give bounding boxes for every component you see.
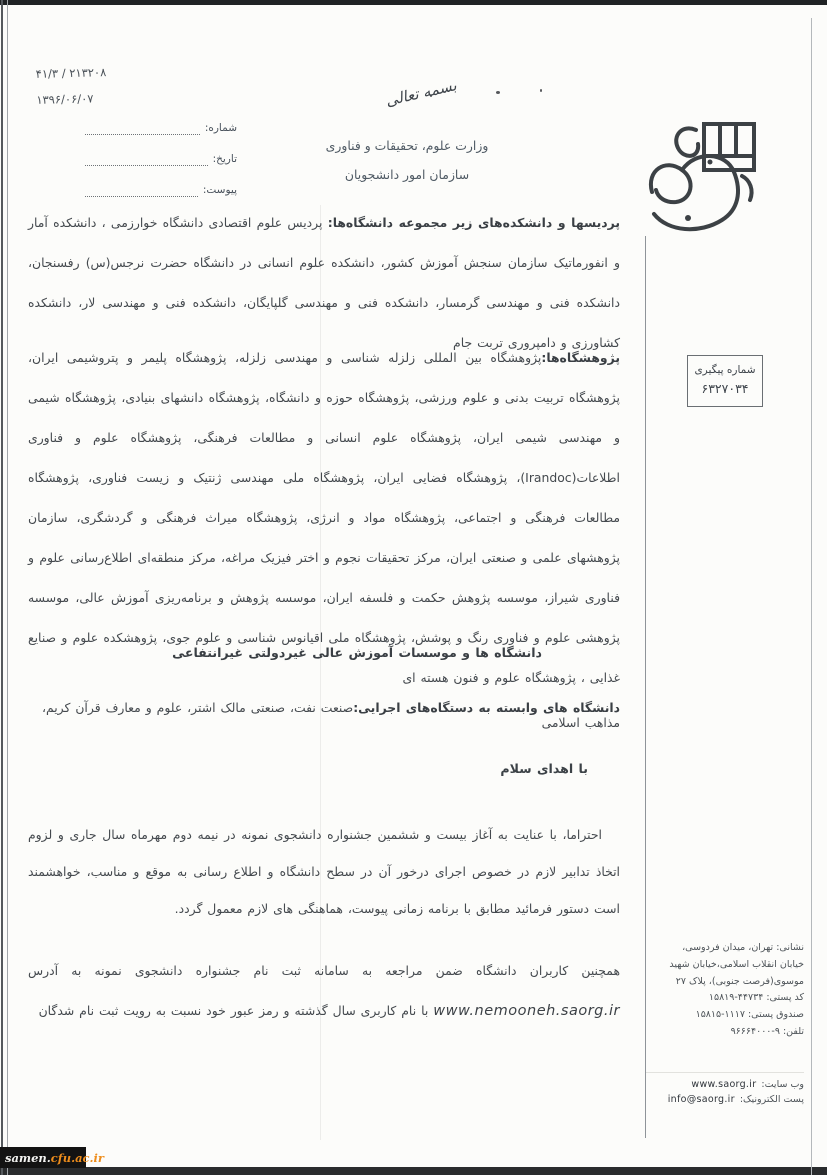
phone-value: ۹۶۶۶۴۰۰۰-۹ [730,1025,780,1037]
paragraph-affiliated-universities [28,700,620,730]
address-line-3: موسوی(فرصت جنوبی)، پلاک ۲۷ [675,975,804,987]
paragraph-research-label: پژوهشگاه‌ها: [541,350,620,365]
salutation: با اهدای سلام [500,761,588,776]
address-block [646,940,804,1041]
scan-edge-top [0,0,827,5]
paragraph-research-institutes [28,338,620,698]
scan-edge-right-line [811,18,812,1175]
registration-url: www.nemooneh.saorg.ir [433,1003,620,1019]
reference-block [35,59,107,113]
email-label: پست الکترونیک: [739,1093,804,1105]
field-number [85,121,237,135]
registration-text-before: همچنین کاربران دانشگاه ضمن مراجعه به سامانه ثبت نام جشنواره دانشجوی نمونه به آدرس [28,963,620,978]
po-box-label: صندوق پستی: [747,1009,804,1021]
address-phone [646,1024,804,1041]
field-number-dotted-line [85,124,200,135]
scan-edge-left-line-2 [7,0,8,1175]
website-value: www.saorg.ir [691,1079,757,1090]
paragraph-main-request: احتراما، با عنایت به آغاز بیست و ششمین جشنواره دانشجوی نمونه در نیمه دوم مهرماه سال جاری و لزوم اتخاذ تدابیر لازم در خصوص اجرای درخور آن در سطح دانشگاه و اطلاع رسانی به موقع و مناسب، خواهشمند است دستور فرمائید مطابق با برنامه زمانی پیوست، هماهنگی های لازم معمول گردد. [28,827,620,916]
phone-label: تلفن: [782,1025,804,1037]
reference-date: ۱۳۹۶/۰۶/۰۷ [36,91,94,107]
watermark-text-prefix: samen. [5,1150,51,1165]
scan-edge-left-line [1,0,3,1175]
field-date-label: تاریخ: [212,153,237,165]
field-date [85,152,237,166]
ministry-title: وزارت علوم، تحقیقات و فناوری [325,138,489,153]
tracking-number-label: شماره پیگیری [694,364,756,376]
field-date-dotted-line [85,155,208,166]
email-value: info@saorg.ir [667,1093,735,1105]
watermark-text-suffix: cfu.ac.ir [50,1150,104,1165]
address-po-box [646,1007,804,1024]
paragraph-campuses-label: پردیسها و دانشکده‌های زیر مجموعه دانشگاه‌ها: [327,215,620,230]
organization-logo-icon [638,114,762,246]
paragraph-campuses-text: پردیس علوم اقتصادی دانشگاه خوارزمی ، دانشکده آمار و انفورماتیک سازمان سنجش آموزش کشور، دانشکده علوم انسانی در دانشگاه حضرت نرجس(س) رفسنجان، دانشکده فنی و مهندسی گرمسار، دانشکده فنی و مهندسی گلپایگان، دانشکده فنی و مهندسی لار، دانشکده کشاورزی و دامپروری تربت جام [28,215,620,350]
paragraph-research-text: پژوهشگاه بین المللی زلزله شناسی و مهندسی زلزله، پژوهشگاه پلیمر و پتروشیمی ایران، پژوهشگاه تربیت بدنی و علوم ورزشی، پژوهشگاه حوزه و دانشگاه، پژوهشگاه دانشهای بنیادی، پژوهشگاه شیمی و مهندسی شیمی ایران، پژوهشگاه علوم انسانی و مطالعات فرهنگی، پژوهشگاه علوم و فناوری اطلاعات(Irandoc)، پژوهشگاه فضایی ایران، پژوهشگاه ملی مهندسی ژنتیک و زیست فناوری، پژوهشگاه مطالعات فرهنگی و اجتماعی، پژوهشگاه مواد و انرژی، پژوهشگاه میراث فرهنگی و گردشگری، سازمان پژوهشهای علمی و صنعتی ایران، مرکز تحقیقات نجوم و اختر فیزیک مراغه، مرکز منطقه‌ای اطلاع‌رسانی علوم و فناوری شیراز، موسسه پژوهش حکمت و فلسفه ایران، موسسه پژوهش و برنامه‌ریزی آموزش عالی، موسسه پژوهشی علوم و فناوری رنگ و پوشش، پژوهشگاه ملی اقیانوس شناسی و علوم جوی، پژوهشکده علوم و صنایع غذایی ، پژوهشگاه علوم و فنون هسته ای [28,350,620,685]
tracking-number-value: ۶۳۲۷۰۳۴ [701,381,749,396]
scan-speck [540,89,542,92]
address-line-2: خیابان انقلاب اسلامی،خیابان شهید [669,958,804,970]
field-attachment [85,183,237,197]
postal-code-value: ۱۵۸۱۹-۴۴۷۳۴ [708,992,764,1004]
heading-nonprofit-universities: دانشگاه ها و موسسات آموزش عالی غیردولتی غیرانتفاعی [172,645,542,660]
tracking-number-box [687,355,763,407]
scan-edge-bottom [0,1167,827,1175]
watermark-badge [0,1147,104,1168]
paragraph-affiliated-label: دانشگاه های وابسته به دستگاه‌های اجرایی: [353,700,620,715]
besmele-calligraphy: بسمه تعالی [383,76,459,110]
postal-code-label: کد پستی: [766,992,804,1004]
field-attachment-label: پیوست: [202,184,237,196]
letterhead-titles [318,131,496,189]
paragraph-affiliated-text: صنعت نفت، صنعتی مالک اشتر، علوم و معارف قرآن کریم، مذاهب اسلامی [41,700,620,730]
organization-title: سازمان امور دانشجویان [344,167,470,182]
email-row [646,1093,804,1108]
website-row [646,1078,804,1093]
po-box-value: ۱۵۸۱۵-۱۱۱۷ [695,1009,745,1021]
paragraph-registration [28,951,620,1031]
website-label: وب سایت: [761,1079,804,1090]
letter-fields [85,121,237,214]
scan-speck [496,91,500,94]
contact-footer [646,1072,804,1107]
address-postal-code [646,990,804,1007]
registration-text-after: با نام کاربری سال گذشته و رمز عبور خود نسبت به رویت ثبت نام شدگان [38,1003,434,1018]
field-number-label: شماره: [204,122,237,134]
address-line-1: نشانی: تهران، میدان فردوسی، [682,942,804,953]
field-attachment-dotted-line [85,186,198,197]
reference-number: ۴۱/۳ / ۲۱۳۲۰۸ [35,65,107,81]
